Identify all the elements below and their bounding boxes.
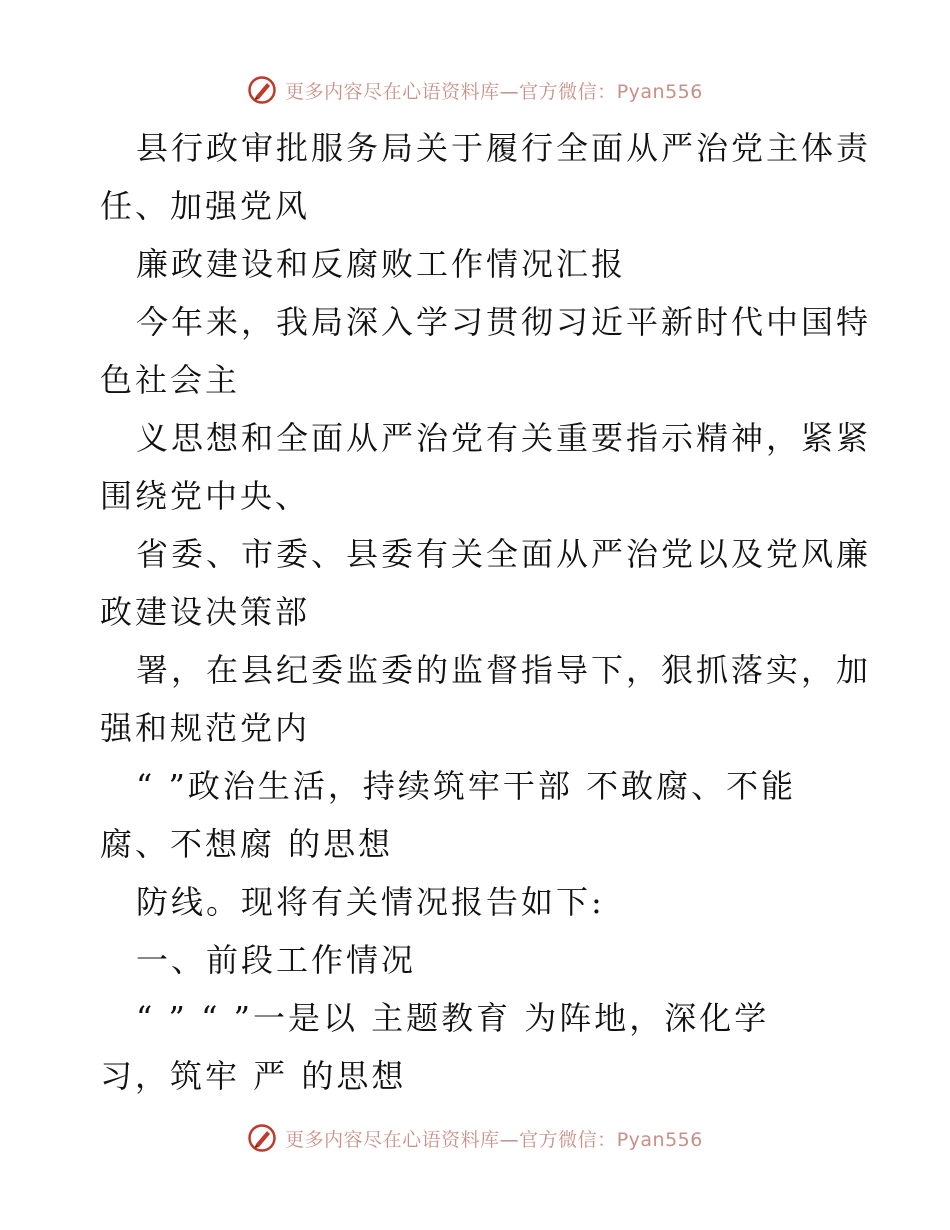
doc-line-16: “ ” “ ”一是以 主题教育 为阵地，深化学 <box>136 999 770 1037</box>
doc-line-4: 今年来，我局深入学习贯彻习近平新时代中国特 <box>136 303 872 341</box>
doc-line-13: 腐、不想腐 的思想 <box>100 825 394 863</box>
doc-line-1: 县行政审批服务局关于履行全面从严治党主体责 <box>136 129 872 167</box>
doc-line-11: 强和规范党内 <box>100 709 311 747</box>
watermark-wechat-id: Pyan556 <box>616 80 703 103</box>
doc-line-9: 政建设决策部 <box>100 593 311 631</box>
watermark-separator: — <box>499 1128 520 1151</box>
doc-line-5: 色社会主 <box>100 361 241 399</box>
doc-line-6: 义思想和全面从严治党有关重要指示精神，紧紧 <box>136 419 872 457</box>
doc-line-10: 署，在县纪委监委的监督指导下，狠抓落实，加 <box>136 651 872 689</box>
doc-line-12: “ ”政治生活，持续筑牢干部 不敢腐、不能 <box>136 767 797 805</box>
doc-line-14: 防线。现将有关情况报告如下: <box>136 883 605 921</box>
doc-line-8: 省委、市委、县委有关全面从严治党以及党风廉 <box>136 535 872 573</box>
watermark-wechat-id: Pyan556 <box>616 1128 703 1151</box>
watermark-text: 更多内容尽在心语资料库 <box>285 80 500 103</box>
doc-line-2: 任、加强党风 <box>100 187 311 225</box>
doc-line-17: 习，筑牢 严 的思想 <box>100 1057 407 1095</box>
doc-line-15: 一、前段工作情况 <box>136 941 417 979</box>
pen-logo-icon <box>247 1123 277 1153</box>
doc-line-7: 围绕党中央、 <box>100 477 311 515</box>
doc-line-3: 廉政建设和反腐败工作情况汇报 <box>136 245 627 283</box>
watermark-wechat-label: 官方微信： <box>519 80 617 103</box>
footer-watermark <box>0 1118 950 1158</box>
watermark-separator: — <box>499 80 520 103</box>
watermark-text-group <box>285 1125 703 1152</box>
watermark-wechat-label: 官方微信： <box>519 1128 617 1151</box>
watermark-text: 更多内容尽在心语资料库 <box>285 1128 500 1151</box>
